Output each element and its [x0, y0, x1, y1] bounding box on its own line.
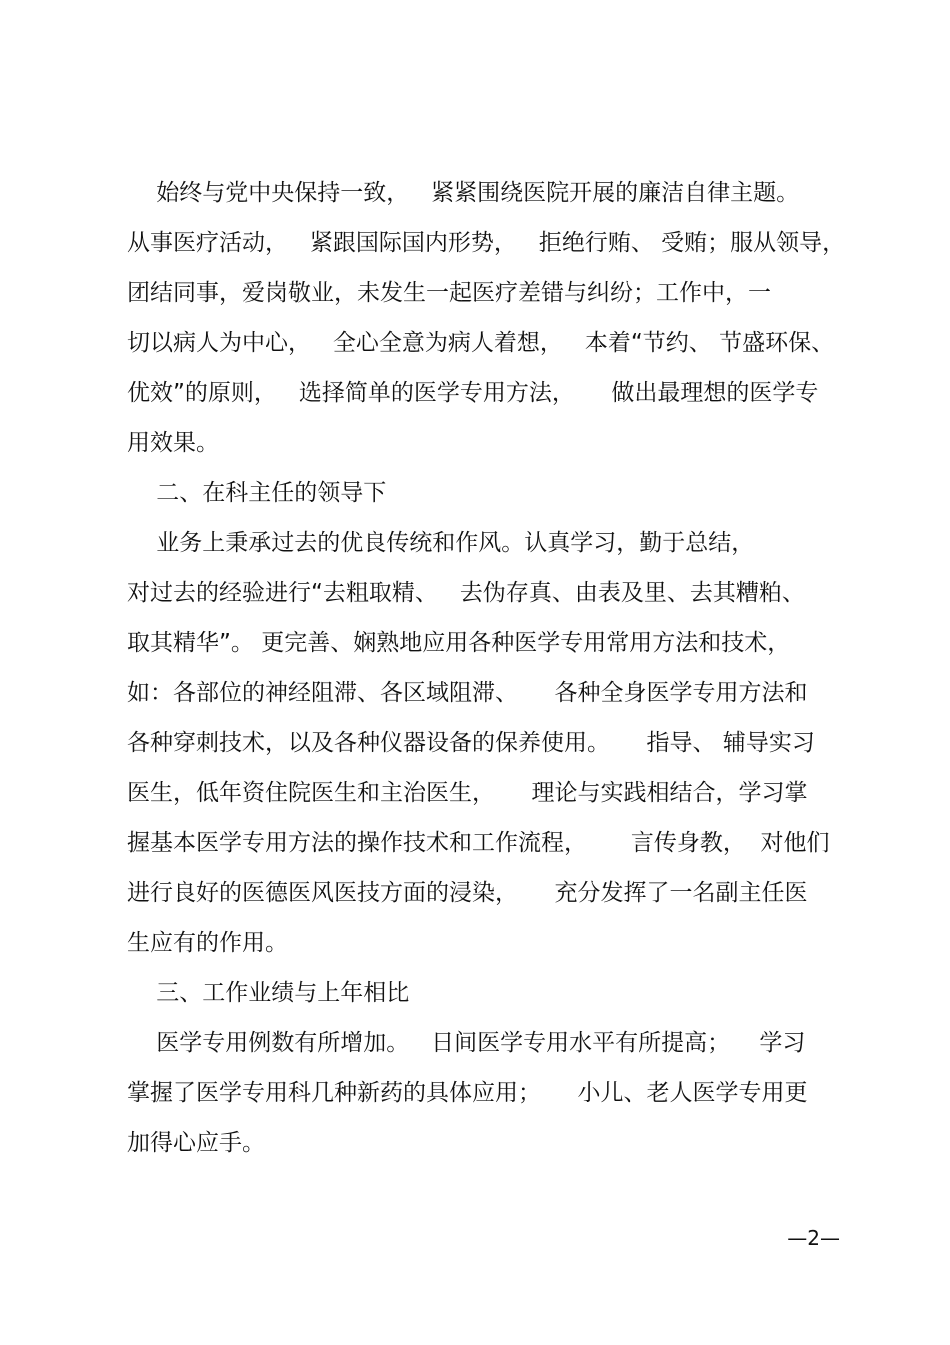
- text-line: 如：各部位的神经阻滞、各区域阻滞、 各种全身医学专用方法和: [127, 680, 808, 706]
- text-line: 医生，低年资住院医生和主治医生， 理论与实践相结合，学习掌: [127, 780, 808, 806]
- section-heading: 三、工作业绩与上年相比: [127, 980, 410, 1006]
- text-line: 对过去的经验进行“去粗取精、 去伪存真、由表及里、去其糟粕、: [127, 580, 805, 606]
- text-line: 加得心应手。: [127, 1130, 265, 1156]
- text-line: 医学专用例数有所增加。 日间医学专用水平有所提高； 学习: [127, 1030, 806, 1056]
- text-line: 优效”的原则， 选择简单的医学专用方法， 做出最理想的医学专: [127, 380, 819, 406]
- text-line: 从事医疗活动， 紧跟国际国内形势， 拒绝行贿、 受贿；服从领导，: [127, 230, 846, 256]
- text-line: 用效果。: [127, 430, 219, 456]
- text-line: 团结同事，爱岗敬业，未发生一起医疗差错与纠纷；工作中，一: [127, 280, 771, 306]
- text-line: 业务上秉承过去的优良传统和作风。认真学习，勤于总结，: [127, 530, 755, 556]
- text-line: 生应有的作用。: [127, 930, 288, 956]
- section-heading: 二、在科主任的领导下: [127, 480, 387, 506]
- text-line: 切以病人为中心， 全心全意为病人着想， 本着“节约、 节盛环保、: [127, 330, 835, 356]
- text-line: 始终与党中央保持一致， 紧紧围绕医院开展的廉洁自律主题。: [127, 180, 800, 206]
- text-line: 握基本医学专用方法的操作技术和工作流程， 言传身教， 对他们: [127, 830, 830, 856]
- text-line: 各种穿刺技术，以及各种仪器设备的保养使用。 指导、 辅导实习: [127, 730, 815, 756]
- text-line: 掌握了医学专用科几种新药的具体应用； 小儿、老人医学专用更: [127, 1080, 808, 1106]
- page-number: —2—: [787, 1226, 840, 1250]
- text-line: 进行良好的医德医风医技方面的浸染， 充分发挥了一名副主任医: [127, 880, 808, 906]
- text-line: 取其精华”。 更完善、娴熟地应用各种医学专用常用方法和技术，: [127, 630, 791, 656]
